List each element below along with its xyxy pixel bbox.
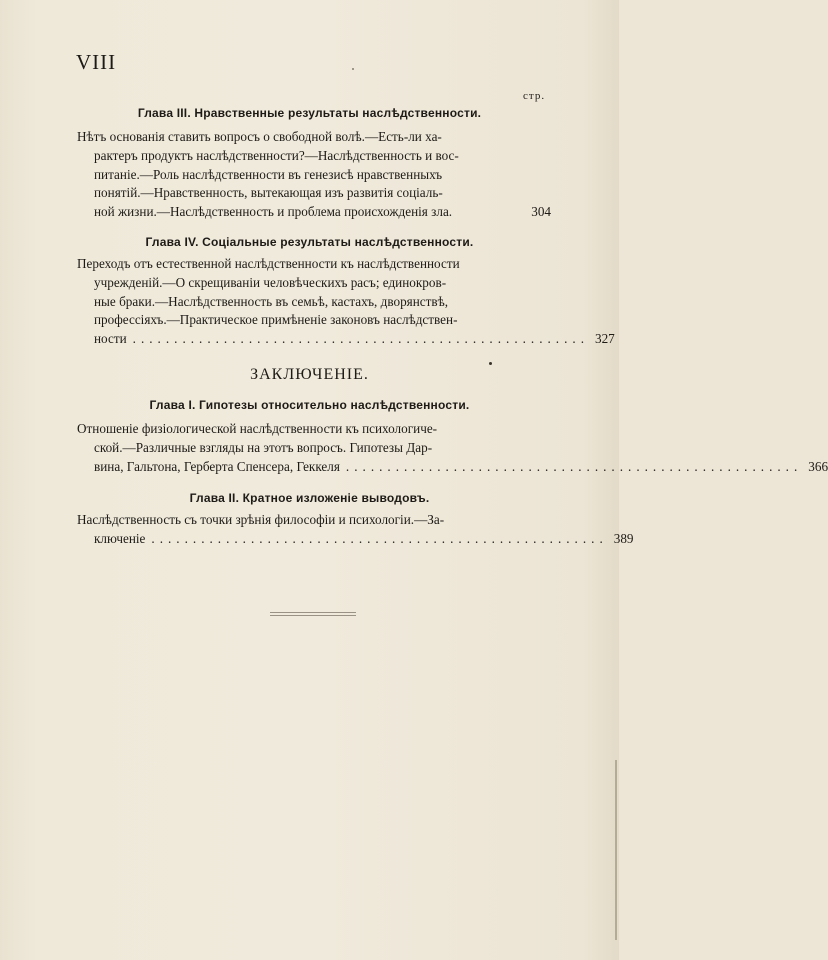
conclusion-chapter-2-line-2-text: ключеніе: [94, 530, 146, 546]
conclusion-chapter-1-title: Глава I. Гипотезы относительно наслѣдственности.: [149, 398, 470, 412]
conclusion-chapter-2-page: 389: [613, 530, 634, 546]
page-edge-shadow: [615, 760, 617, 940]
conclusion-chapter-2-summary: [77, 511, 634, 549]
conclusion-chapter-1-line-2: ской.—Различные взгляды на этотъ вопросъ. Гипотезы Дар-: [94, 439, 433, 455]
chapter-4-line-1: Переходъ отъ естественной наслѣдственности къ наслѣдственности: [77, 256, 460, 271]
conclusion-chapter-2-line-1: Наслѣдственность съ точки зрѣнія философіи и психологіи.—За-: [77, 512, 445, 527]
chapter-3-line-5-text: ной жизни.—Наслѣдственность и проблема происхожденія зла.: [94, 204, 453, 220]
conclusion-chapter-1-line-3: [77, 458, 828, 477]
chapter-4-summary: [77, 255, 615, 349]
conclusion-chapter-1-summary: [77, 420, 828, 476]
leader-dots: .......................................................: [132, 331, 589, 347]
chapter-4-line-4: профессіяхъ.—Практическое примѣненіе законовъ наслѣдствен-: [94, 312, 458, 328]
chapter-3-line-3: питаніе.—Роль наслѣдственности въ генезисѣ нравственныхъ: [94, 166, 443, 182]
page-column-header: стр.: [523, 90, 546, 102]
leader-dots: .......................................................: [151, 530, 608, 546]
conclusion-chapter-2-title: Глава II. Кратное изложеніе выводовъ.: [189, 491, 430, 505]
conclusion-chapter-1-line-1: Отношеніе физіологической наслѣдственности къ психологиче-: [77, 421, 438, 436]
end-rule: [270, 612, 356, 616]
chapter-4-line-5: [77, 330, 615, 349]
ink-speck: [489, 362, 492, 365]
chapter-3-summary: [77, 128, 551, 222]
ink-speck: [352, 68, 354, 70]
conclusion-chapter-1-line-3-text: вина, Гальтона, Герберта Спенсера, Геккеля: [94, 458, 340, 474]
conclusion-chapter-2-line-2: [77, 530, 634, 549]
chapter-4-line-5-text: ности: [94, 331, 127, 347]
chapter-4-line-2: учрежденій.—О скрещиваніи человѣческихъ расъ; единокров-: [94, 274, 447, 290]
chapter-4-line-3: ные браки.—Наслѣдственность въ семьѣ, кастахъ, дворянствѣ,: [94, 293, 449, 309]
conclusion-title: ЗАКЛЮЧЕНІЕ.: [250, 366, 369, 383]
chapter-3-line-5: [77, 203, 551, 222]
chapter-3-line-1: Нѣтъ основанія ставить вопросъ о свободной волѣ.—Есть-ли ха-: [77, 129, 442, 144]
leader-dots: .......................................................: [345, 458, 803, 474]
chapter-3-line-4: понятій.—Нравственность, вытекающая изъ развитія соціаль-: [94, 185, 443, 201]
chapter-3-title: Глава III. Нравственные результаты наслѣдственности.: [137, 106, 482, 120]
chapter-3-page: 304: [531, 204, 551, 220]
conclusion-chapter-1-page: 366: [808, 458, 828, 474]
page-number: VIII: [76, 50, 117, 74]
chapter-4-title: Глава IV. Соціальные результаты наслѣдственности.: [145, 235, 474, 249]
chapter-3-line-2: рактеръ продуктъ наслѣдственности?—Наслѣдственность и вос-: [94, 147, 459, 163]
chapter-4-page: 327: [594, 331, 615, 347]
